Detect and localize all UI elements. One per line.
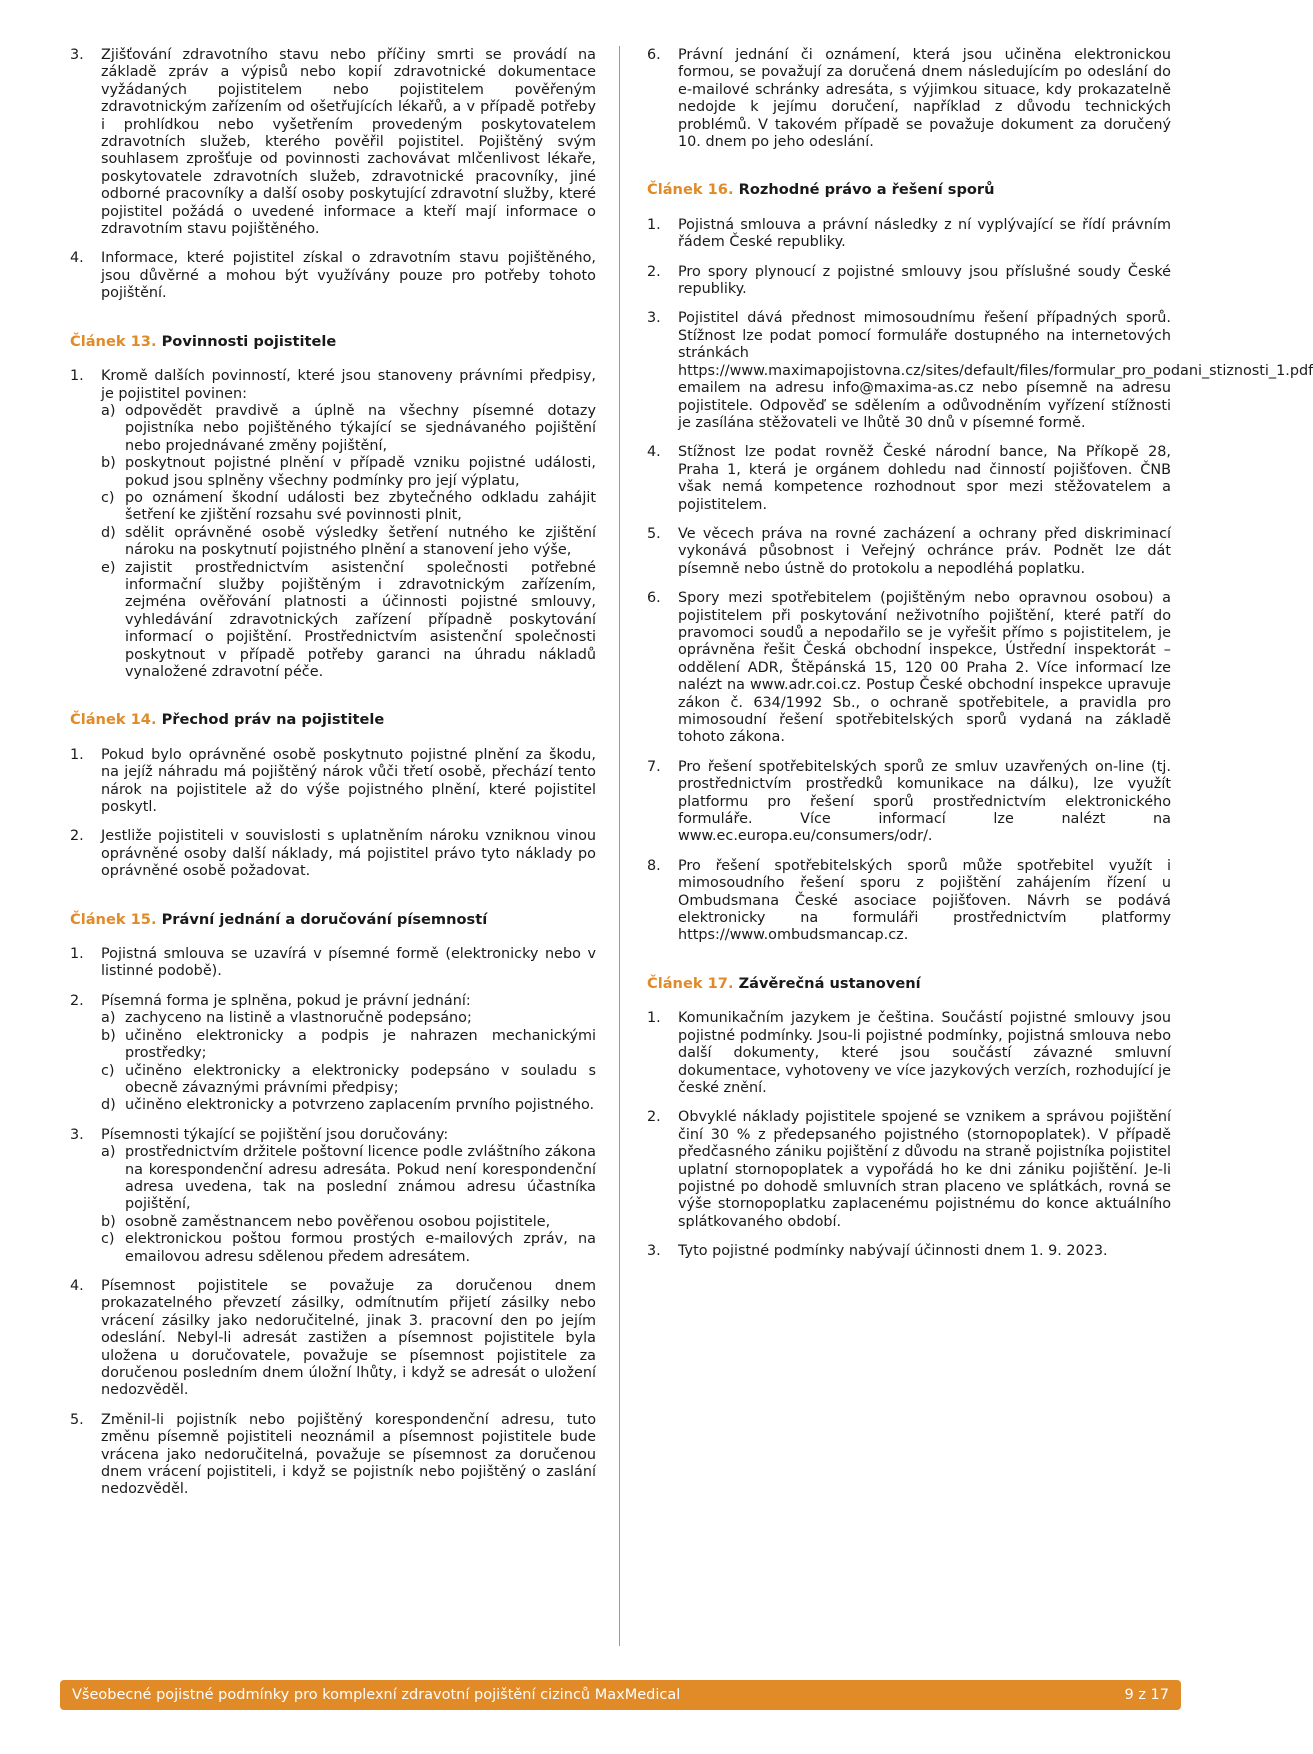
item-number: 5. <box>70 1411 84 1428</box>
sub-item <box>101 455 596 490</box>
sub-letter: a) <box>101 402 116 419</box>
item-text: Informace, které pojistitel získal o zdravotním stavu pojištěného, jsou důvěrné a mohou být využívány pouze pro potřeby tohoto pojištění. <box>101 250 596 302</box>
item-text: Pro řešení spotřebitelských sporů může spotřebitel využít i mimosoudního řešení sporu z pojištění zahájením řízení u Ombudsmana České asociace pojišťoven. Návrh se podává elektronicky na formuláři prostřednictvím platformy https://www.ombudsmancap.cz. <box>678 857 1171 944</box>
item-text: Právní jednání či oznámení, která jsou učiněna elektronickou formou, se považují za doručená dnem následujícím po odeslání do e-mailové schránky adresáta, s výjimkou situace, kdy prokazatelně nedojde k jejímu doručení, například z důvodu technických problémů. V takovém případě se považuje dokument za doručený 10. dnem po jeho odeslání. <box>678 47 1171 151</box>
list-item <box>647 310 1313 432</box>
item-number: 6. <box>647 47 661 63</box>
column-divider <box>619 46 620 1646</box>
item-text: Pojistná smlouva se uzavírá v písemné formě (elektronicky nebo v listinné podobě). <box>101 946 596 980</box>
item-text: Zjišťování zdravotního stavu nebo příčiny smrti se provádí na základě zpráv a výpisů nebo kopií zdravotnické dokumentace vyžádaných pojistitelem nebo pojistitelem pověřeným zdravotnickým zařízením od ošetřujících lékařů, a v případě potřeby i prohlídkou nebo vyšetřením provedeným poskytovatelem zdravotních služeb, kterého pověřil pojistitel. Pojištěný svým souhlasem zprošťuje od povinnosti zachovávat mlčenlivost lékaře, poskytovatele zdravotních služeb, zdravotnické pracovníky, jiné odborné pracovníky a další osoby poskytující zdravotní služby, které pojistitel požádá o uvedené informace a kteří mají informace o zdravotním stavu pojištěného. <box>101 47 596 238</box>
sub-item <box>101 1010 596 1027</box>
sub-letter: d) <box>101 1097 116 1114</box>
right-column <box>647 47 1313 1273</box>
item-number: 3. <box>70 47 84 63</box>
article-number: Článek 15. <box>70 910 157 928</box>
article-14-heading <box>70 711 596 728</box>
article-title: Přechod práv na pojistitele <box>161 711 385 729</box>
item-text: Písemná forma je splněna, pokud je právní jednání: <box>101 992 471 1009</box>
item-text: Pojistitel dává přednost mimosoudnímu řešení případných sporů. Stížnost lze podat pomocí formuláře dostupného na internetových stránkách https://www.maximapojistovna.cz/sites/default/files/formular_pro_podani_stiznosti_1.pdf emailem na adresu info@maxima-as.cz nebo písemně na adresu pojistitele. Odpověď se sdělením a odůvodněním vyřízení stížnosti je zasílána stěžovateli ve lhůtě 30 dnů v písemné formě. <box>678 310 1313 431</box>
item-text: Písemnost pojistitele se považuje za doručenou dnem prokazatelného převzetí zásilky, odmítnutím přijetí zásilky nebo vrácení zásilky jako nedoručitelné, jinak 3. pracovní den po jejím odeslání. Nebyl-li adresát zastižen a písemnost pojistitele byla uložena u doručovatele, považuje se písemnost pojistitele za doručenou posledním dnem úložní lhůty, i když se adresát o uložení nedozvěděl. <box>101 1277 596 1399</box>
sub-item <box>101 490 596 525</box>
article-number: Článek 16. <box>647 181 734 199</box>
list-item <box>70 47 596 238</box>
sub-text: učiněno elektronicky a elektronicky podepsáno v souladu s obecně závaznými právními předpisy; <box>125 1062 596 1096</box>
sub-item <box>101 403 596 455</box>
item-number: 4. <box>70 1277 84 1294</box>
item-text: Stížnost lze podat rovněž České národní bance, Na Příkopě 28, Praha 1, která je orgánem dohledu nad činností pojišťoven. ČNB však nemá kompetence rozhodnout spor mezi stěžovatelem a pojistitelem. <box>678 444 1171 513</box>
list-item <box>70 1278 596 1400</box>
item-number: 6. <box>647 590 661 607</box>
article-number: Článek 13. <box>70 332 157 350</box>
item-number: 3. <box>647 310 661 327</box>
item-number: 1. <box>70 368 84 385</box>
page-footer <box>60 1680 1181 1710</box>
sub-letter: c) <box>101 1062 115 1079</box>
article-13-heading <box>70 333 596 350</box>
item-text: Kromě dalších povinností, které jsou stanoveny právními předpisy, je pojistitel povinen: <box>101 368 596 402</box>
article-16-heading <box>647 181 1171 198</box>
sub-letter: b) <box>101 455 116 472</box>
sub-letter: e) <box>101 559 116 576</box>
article-number: Článek 17. <box>647 974 734 992</box>
sub-letter: b) <box>101 1213 116 1230</box>
sub-item <box>101 560 596 682</box>
list-item <box>70 747 596 817</box>
article-number: Článek 14. <box>70 711 157 729</box>
sub-letter: b) <box>101 1027 116 1044</box>
item-text: Tyto pojistné podmínky nabývají účinnosti dnem 1. 9. 2023. <box>678 1243 1108 1260</box>
item-number: 1. <box>647 216 661 233</box>
item-text: Obvyklé náklady pojistitele spojené se vznikem a správou pojištění činí 30 % z předepsaného pojistného (stornopoplatek). V případě předčasného zániku pojištění z důvodu na straně pojistníka pojistitel uplatní stornopoplatek a vypořádá ho ke dni zániku pojištění. Je-li pojistné po dohodě smluvních stran placeno ve splátkách, rovná se výše stornopoplatku zaplacenému pojistnému do konce aktuálního splátkovaného období. <box>678 1109 1171 1230</box>
item-number: 5. <box>647 525 661 542</box>
list-item <box>647 590 1171 747</box>
item-number: 1. <box>647 1010 661 1027</box>
list-item <box>70 828 596 880</box>
sub-letter: c) <box>101 1231 115 1248</box>
item-number: 1. <box>70 946 84 963</box>
item-text: Pro spory plynoucí z pojistné smlouvy jsou příslušné soudy České republiky. <box>678 263 1171 298</box>
sub-text: elektronickou poštou formou prostých e-mailových zpráv, na emailovou adresu sdělenou předem adresátem. <box>125 1231 596 1265</box>
sub-text: poskytnout pojistné plnění v případě vzniku pojistné události, pokud jsou splněny všechny podmínky pro její výplatu, <box>125 455 596 489</box>
left-column <box>70 47 596 1511</box>
list-item <box>70 993 596 1115</box>
item-text: Spory mezi spotřebitelem (pojištěným nebo opravnou osobou) a pojistitelem při poskytování neživotního pojištění, které patří do pravomoci soudů a nepodařilo se je vyřešit přímo s pojistitelem, je oprávněna řešit Česká obchodní inspekce, Ústřední inspektorát – oddělení ADR, Štěpánská 15, 120 00 Praha 2. Více informací lze nalézt na www.adr.coi.cz. Postup České obchodní inspekce upravuje zákon č. 634/1992 Sb., o ochraně spotřebitele, a pravidla pro mimosoudní řešení spotřebitelských sporů vydaná na základě tohoto zákona. <box>678 590 1171 746</box>
item-text: Pojistná smlouva a právní následky z ní vyplývající se řídí právním řádem České republiky. <box>678 216 1171 251</box>
sub-text: učiněno elektronicky a potvrzeno zaplacením prvního pojistného. <box>125 1097 595 1114</box>
list-item <box>70 946 596 981</box>
list-item <box>647 264 1171 299</box>
list-item <box>70 1412 596 1499</box>
item-number: 7. <box>647 758 661 775</box>
item-number: 8. <box>647 857 661 874</box>
list-item <box>647 217 1171 252</box>
item-number: 3. <box>70 1126 84 1143</box>
sub-text: učiněno elektronicky a podpis je nahrazen mechanickými prostředky; <box>125 1027 596 1062</box>
sub-text: zajistit prostřednictvím asistenční společnosti potřebné informační služby pojištěným i zdravotnickým zařízením, zejména ověřování platnosti a účinnosti pojistné smlouvy, vyhledávání zdravotnických zařízení případně poskytování informací o pojištění. Prostřednictvím asistenční společnosti poskytnout v případě potřeby garanci na úhradu nákladů vynaložené zdravotní péče. <box>125 559 596 680</box>
item-text: Pro řešení spotřebitelských sporů ze smluv uzavřených on-line (tj. prostřednictvím prostředků komunikace na dálku), lze využít platformu pro řešení sporů prostřednictvím elektronického formuláře. Více informací lze nalézt na www.ec.europa.eu/consumers/odr/. <box>678 758 1171 845</box>
list-item <box>647 1243 1171 1260</box>
footer-title: Všeobecné pojistné podmínky pro komplexní zdravotní pojištění cizinců MaxMedical <box>72 1687 681 1703</box>
item-text: Jestliže pojistiteli v souvislosti s uplatněním nároku vzniknou vinou oprávněné osoby další náklady, má pojistitel právo tyto náklady po oprávněné osobě požadovat. <box>101 828 596 880</box>
article-title: Rozhodné právo a řešení sporů <box>738 181 995 199</box>
sub-item <box>101 1063 596 1098</box>
list-item <box>647 858 1171 945</box>
sub-item <box>101 1231 596 1266</box>
sub-letter: a) <box>101 1144 116 1161</box>
list-item <box>647 47 1171 151</box>
page-number: 9 z 17 <box>1124 1687 1169 1703</box>
item-text: Písemnosti týkající se pojištění jsou doručovány: <box>101 1126 449 1143</box>
item-number: 2. <box>647 1109 661 1126</box>
list-item <box>647 759 1171 846</box>
item-number: 1. <box>70 746 84 763</box>
sub-letter: c) <box>101 489 115 506</box>
item-number: 2. <box>647 263 661 280</box>
sub-item <box>101 1028 596 1063</box>
list-item <box>647 1010 1171 1097</box>
sub-item <box>101 1214 596 1231</box>
sub-item <box>101 1144 596 1214</box>
item-number: 2. <box>70 828 84 845</box>
item-text: Pokud bylo oprávněné osobě poskytnuto pojistné plnění za škodu, na jejíž náhradu má pojištěný nárok vůči třetí osobě, přechází tento nárok na pojistitele až do výše pojistného plnění, které pojistitel poskytl. <box>101 746 596 816</box>
list-item <box>70 1127 596 1266</box>
item-text: Komunikačním jazykem je čeština. Součástí pojistné smlouvy jsou pojistné podmínky. Jsou-li pojistné podmínky, pojistná smlouva nebo další dokumenty, které jsou součástí závazné smluvní dokumentace, vyhotoveny ve více jazykových verzích, rozhodující je české znění. <box>678 1010 1171 1096</box>
item-number: 2. <box>70 992 84 1009</box>
sub-text: sdělit oprávněné osobě výsledky šetření nutného ke zjištění nároku na poskytnutí pojistného plnění a stanovení jeho výše, <box>125 524 596 559</box>
sub-letter: a) <box>101 1010 116 1027</box>
item-text: Ve věcech práva na rovné zacházení a ochrany před diskriminací vykonává působnost i Veřejný ochránce práv. Podnět lze dát písemně nebo ústně do protokolu a nepodléhá poplatku. <box>678 525 1171 577</box>
sub-text: odpovědět pravdivě a úplně na všechny písemné dotazy pojistníka nebo pojištěného týkající se sjednávaného pojištění nebo projednávané změny pojištění, <box>125 402 596 454</box>
sub-letter: d) <box>101 524 116 541</box>
sub-item <box>101 525 596 560</box>
sub-text: prostřednictvím držitele poštovní licence podle zvláštního zákona na korespondenční adresu adresáta. Pokud není korespondenční adresa uvedena, tak na poslední známou adresu účastníka pojištění, <box>125 1144 596 1213</box>
sub-item <box>101 1097 596 1114</box>
article-title: Právní jednání a doručování písemností <box>161 910 488 928</box>
sub-text: zachyceno na listině a vlastnoručně podepsáno; <box>125 1010 472 1027</box>
item-text: Změnil-li pojistník nebo pojištěný korespondenční adresu, tuto změnu písemně pojistiteli neoznámil a písemnost pojistitele bude vrácena jako nedoručitelná, považuje se písemnost za doručenou dnem vrácení pojistiteli, i když se pojistník nebo pojištěný o zaslání nedozvěděl. <box>101 1411 596 1498</box>
item-number: 4. <box>647 444 661 461</box>
list-item <box>647 444 1171 514</box>
list-item <box>647 1109 1171 1231</box>
article-title: Povinnosti pojistitele <box>161 332 337 350</box>
item-number: 4. <box>70 250 84 267</box>
item-number: 3. <box>647 1243 661 1260</box>
list-item <box>70 250 596 302</box>
list-item <box>647 526 1171 578</box>
article-title: Závěrečná ustanovení <box>738 974 921 992</box>
article-17-heading <box>647 975 1171 992</box>
sub-text: osobně zaměstnancem nebo pověřenou osobou pojistitele, <box>125 1213 551 1230</box>
article-15-heading <box>70 911 596 928</box>
sub-text: po oznámení škodní události bez zbytečného odkladu zahájit šetření ke zjištění rozsahu své povinnosti plnit, <box>125 489 596 524</box>
list-item <box>70 368 596 681</box>
